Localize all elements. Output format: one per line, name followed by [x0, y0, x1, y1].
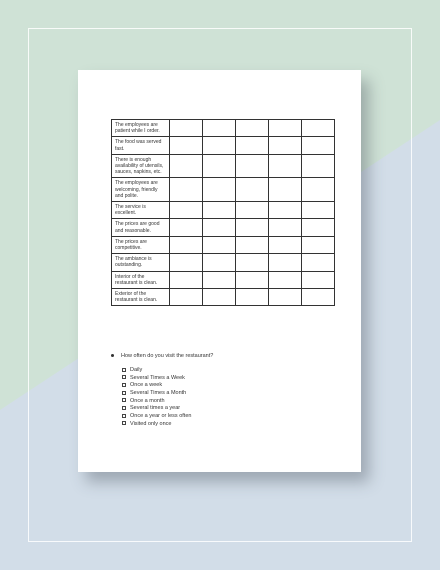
rating-cell[interactable]	[170, 289, 203, 306]
table-row	[112, 289, 335, 306]
rating-cell[interactable]	[203, 271, 236, 288]
statement-cell: The food was served fast.	[112, 137, 170, 154]
rating-cell[interactable]	[170, 202, 203, 219]
rating-cell[interactable]	[269, 236, 302, 253]
statement-cell: The prices are competitive.	[112, 236, 170, 253]
option-once-a-week[interactable]: Once a week	[122, 382, 191, 390]
table-row	[112, 271, 335, 288]
rating-cell[interactable]	[236, 219, 269, 236]
table-row	[112, 178, 335, 202]
checkbox-icon[interactable]	[122, 398, 126, 402]
rating-cell[interactable]	[203, 137, 236, 154]
rating-cell[interactable]	[236, 236, 269, 253]
rating-cell[interactable]	[203, 289, 236, 306]
rating-cell[interactable]	[236, 202, 269, 219]
table-row	[112, 137, 335, 154]
table-row	[112, 219, 335, 236]
rating-cell[interactable]	[302, 154, 335, 178]
option-once-a-month[interactable]: Once a month	[122, 398, 191, 406]
rating-cell[interactable]	[269, 202, 302, 219]
rating-cell[interactable]	[269, 178, 302, 202]
rating-cell[interactable]	[203, 154, 236, 178]
rating-cell[interactable]	[302, 120, 335, 137]
rating-cell[interactable]	[203, 120, 236, 137]
rating-cell[interactable]	[236, 154, 269, 178]
rating-cell[interactable]	[170, 254, 203, 271]
checkbox-icon[interactable]	[122, 421, 126, 425]
bullet-icon	[111, 354, 114, 357]
checkbox-icon[interactable]	[122, 375, 126, 379]
question-text: How often do you visit the restaurant?	[121, 353, 214, 359]
statement-cell: Exterior of the restaurant is clean.	[112, 289, 170, 306]
statement-cell: Interior of the restaurant is clean.	[112, 271, 170, 288]
rating-cell[interactable]	[203, 236, 236, 253]
checkbox-icon[interactable]	[122, 368, 126, 372]
rating-cell[interactable]	[203, 219, 236, 236]
rating-cell[interactable]	[269, 271, 302, 288]
rating-cell[interactable]	[269, 219, 302, 236]
rating-cell[interactable]	[170, 120, 203, 137]
table-row	[112, 154, 335, 178]
rating-cell[interactable]	[269, 154, 302, 178]
rating-cell[interactable]	[236, 289, 269, 306]
document-page	[78, 70, 361, 472]
table-row	[112, 202, 335, 219]
rating-cell[interactable]	[170, 236, 203, 253]
statement-cell: There is enough availability of utensils, sauces, napkins, etc.	[112, 154, 170, 178]
option-visited-only-once[interactable]: Visited only once	[122, 421, 191, 429]
checkbox-icon[interactable]	[122, 391, 126, 395]
checkbox-icon[interactable]	[122, 383, 126, 387]
rating-cell[interactable]	[236, 137, 269, 154]
table-row	[112, 254, 335, 271]
option-several-times-a-week[interactable]: Several Times a Week	[122, 375, 191, 383]
rating-cell[interactable]	[302, 178, 335, 202]
rating-cell[interactable]	[203, 178, 236, 202]
rating-cell[interactable]	[170, 154, 203, 178]
rating-cell[interactable]	[236, 120, 269, 137]
option-daily[interactable]: Daily	[122, 367, 191, 375]
rating-cell[interactable]	[269, 120, 302, 137]
option-once-a-year-or-less[interactable]: Once a year or less often	[122, 413, 191, 421]
rating-cell[interactable]	[302, 219, 335, 236]
rating-cell[interactable]	[170, 271, 203, 288]
rating-cell[interactable]	[236, 178, 269, 202]
rating-cell[interactable]	[302, 254, 335, 271]
rating-cell[interactable]	[203, 254, 236, 271]
rating-cell[interactable]	[170, 178, 203, 202]
visit-frequency-question	[111, 353, 213, 359]
option-several-times-a-month[interactable]: Several Times a Month	[122, 390, 191, 398]
rating-cell[interactable]	[302, 289, 335, 306]
statement-cell: The service is excellent.	[112, 202, 170, 219]
rating-cell[interactable]	[269, 137, 302, 154]
rating-cell[interactable]	[236, 254, 269, 271]
statement-cell: The ambiance is outstanding.	[112, 254, 170, 271]
rating-cell[interactable]	[269, 254, 302, 271]
rating-cell[interactable]	[302, 236, 335, 253]
checkbox-icon[interactable]	[122, 414, 126, 418]
option-several-times-a-year[interactable]: Several times a year	[122, 405, 191, 413]
rating-cell[interactable]	[170, 137, 203, 154]
statement-cell: The employees are patient while I order.	[112, 120, 170, 137]
visit-frequency-options	[122, 367, 191, 429]
rating-table	[111, 119, 335, 306]
rating-cell[interactable]	[236, 271, 269, 288]
rating-cell[interactable]	[170, 219, 203, 236]
rating-cell[interactable]	[302, 137, 335, 154]
table-row	[112, 120, 335, 137]
rating-cell[interactable]	[203, 202, 236, 219]
rating-cell[interactable]	[269, 289, 302, 306]
rating-cell[interactable]	[302, 271, 335, 288]
checkbox-icon[interactable]	[122, 406, 126, 410]
table-row	[112, 236, 335, 253]
statement-cell: The employees are welcoming, friendly and polite.	[112, 178, 170, 202]
rating-cell[interactable]	[302, 202, 335, 219]
statement-cell: The prices are good and reasonable.	[112, 219, 170, 236]
